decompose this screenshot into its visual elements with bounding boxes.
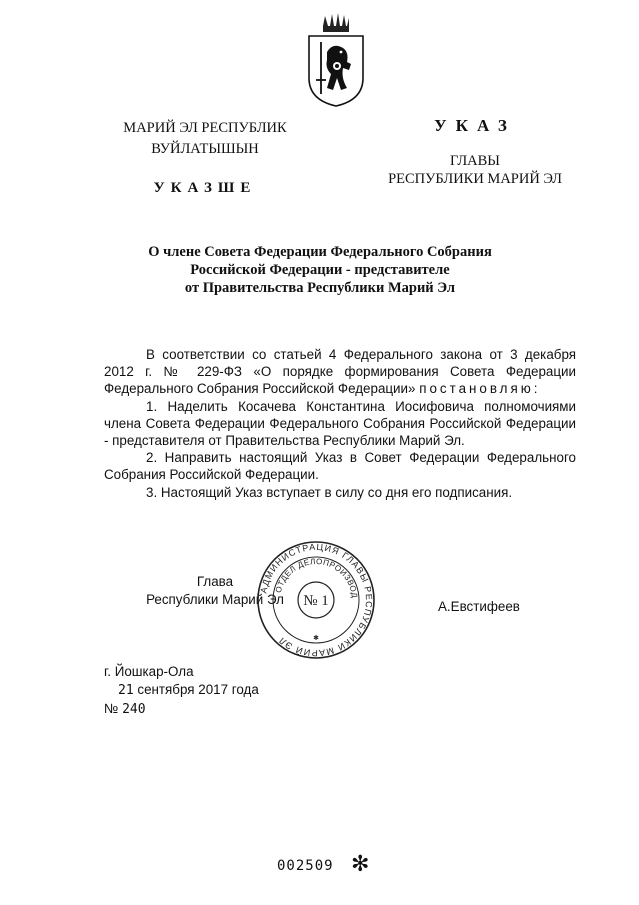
item-1: 1. Наделить Косачева Константина Иосифовича полномочиями члена Совета Федерации Федерального Собрания Российской Федерации - представителя от Правительства Республики Марий Эл. (104, 398, 576, 449)
seal-number: № 1 (303, 593, 329, 609)
title-line3: от Правительства Республики Марий Эл (184, 280, 456, 296)
serial-number: 002509 (277, 858, 334, 874)
header-right-line1: ГЛАВЫ (450, 153, 500, 169)
signatory-name: А.Евстифеев (438, 599, 520, 614)
header-left (100, 118, 310, 199)
signature-label-line1: Глава (196, 574, 234, 589)
preamble-text: В соответствии со статьей 4 Федерального закона от 3 декабря 2012 г. № 229-ФЗ «О порядке формирования Совета Федерации Федерального Собрания Российской Федерации» (104, 347, 576, 397)
decree-number: 240 (122, 702, 146, 717)
signature-label-line2: Республики Марий Эл (146, 591, 284, 607)
official-seal (256, 540, 376, 660)
header-left-line2: ВУЙЛАТЫШЫН (151, 141, 259, 157)
decree-word: постановляю: (419, 381, 541, 397)
decree-title (110, 243, 530, 297)
date-day: 21 (118, 683, 134, 698)
seal-star-icon: ✱ (313, 634, 319, 642)
coat-of-arms-emblem (303, 12, 369, 108)
item-2: 2. Направить настоящий Указ в Совет Федерации Федерального Собрания Российской Федерации. (104, 450, 576, 483)
title-line2: Российской Федерации - представителе (190, 262, 450, 278)
header-left-line1: МАРИЙ ЭЛ РЕСПУБЛИК (123, 120, 287, 136)
place-and-date (104, 663, 259, 719)
date-rest: сентября 2017 года (137, 682, 259, 697)
item-3: 3. Настоящий Указ вступает в силу со дня его подписания. (146, 484, 513, 500)
header-right-title: УКАЗ (434, 116, 516, 135)
city: г. Йошкар-Ола (104, 664, 194, 679)
preamble-paragraph (104, 346, 576, 398)
serial-star-icon: ✻ (351, 852, 370, 877)
header-right-line2: РЕСПУБЛИКИ МАРИЙ ЭЛ (388, 171, 562, 187)
seal-inner-text: ОТДЕЛ ДЕЛОПРОИЗВОД (273, 556, 360, 599)
title-line1: О члене Совета Федерации Федерального Собрания (148, 244, 492, 260)
decree-body (104, 346, 576, 501)
header-right (355, 116, 595, 188)
seal-outer-text: АДМИНИСТРАЦИЯ ГЛАВЫ РЕСПУБЛИКИ МАРИЙ ЭЛ (258, 541, 375, 659)
number-prefix: № (104, 701, 119, 716)
header-left-title: УКАЗШЕ (153, 180, 257, 196)
